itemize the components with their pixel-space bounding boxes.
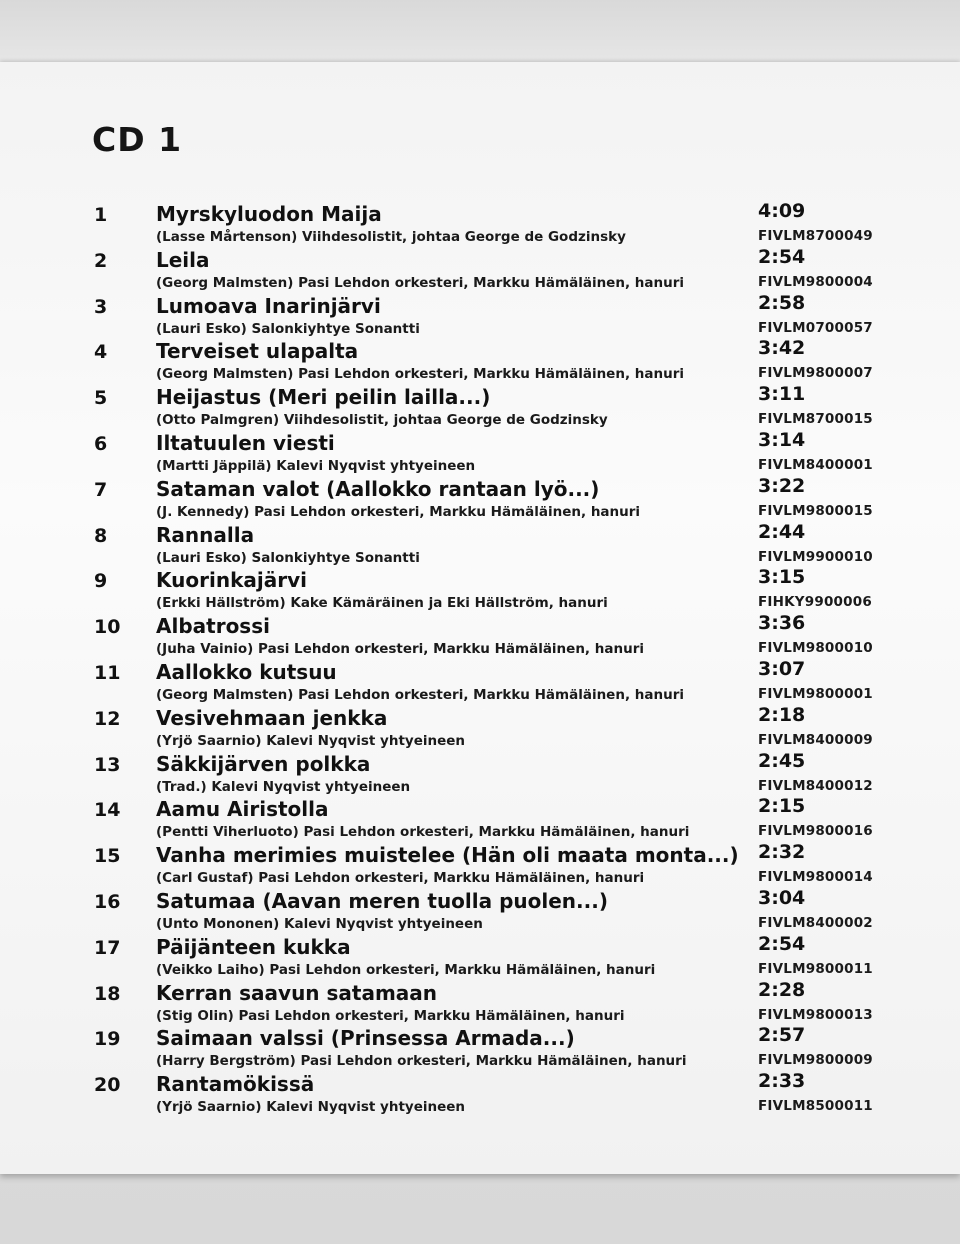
track-number: 18 <box>94 982 121 1005</box>
track-isrc: FIVLM9800007 <box>758 365 873 382</box>
track-title: Päijänteen kukka <box>156 934 351 959</box>
track-isrc: FIVLM9800001 <box>758 685 873 702</box>
track-row <box>0 979 960 1025</box>
track-duration: 3:22 <box>758 474 806 497</box>
track-title: Säkkijärven polkka <box>156 751 371 776</box>
track-credit: (Carl Gustaf) Pasi Lehdon orkesteri, Markku Hämäläinen, hanuri <box>156 870 645 887</box>
track-row <box>0 612 960 658</box>
track-isrc: FIVLM8700015 <box>758 411 873 428</box>
track-title: Leila <box>156 247 210 272</box>
track-row <box>0 337 960 383</box>
track-row <box>0 292 960 338</box>
track-title: Sataman valot (Aallokko rantaan lyö...) <box>156 476 600 501</box>
track-isrc: FIVLM8400002 <box>758 914 873 931</box>
track-duration: 2:45 <box>758 749 806 772</box>
track-isrc: FIVLM8700049 <box>758 228 873 244</box>
track-row <box>0 933 960 979</box>
track-row <box>0 704 960 750</box>
track-number: 3 <box>94 295 108 318</box>
track-title: Kerran saavun satamaan <box>156 980 438 1005</box>
track-number: 15 <box>94 845 121 868</box>
track-title: Iltatuulen viesti <box>156 430 335 455</box>
track-number: 14 <box>94 799 121 822</box>
track-isrc: FIVLM9800014 <box>758 869 873 886</box>
track-number: 19 <box>94 1028 121 1051</box>
track-duration: 2:57 <box>758 1024 806 1047</box>
track-list <box>0 200 960 1116</box>
track-credit: (Yrjö Saarnio) Kalevi Nyqvist yhtyeineen <box>156 732 466 749</box>
track-credit: (Erkki Hällström) Kake Kämäräinen ja Eki Hällström, hanuri <box>156 595 608 612</box>
track-number: 2 <box>94 249 108 272</box>
track-title: Rannalla <box>156 522 255 547</box>
track-duration: 3:42 <box>758 337 806 360</box>
track-row <box>0 750 960 796</box>
track-number: 7 <box>94 478 108 501</box>
track-number: 13 <box>94 753 121 776</box>
track-number: 1 <box>94 204 108 226</box>
track-duration: 3:36 <box>758 612 806 635</box>
track-title: Aamu Airistolla <box>156 797 329 822</box>
track-credit: (Lauri Esko) Salonkiyhtye Sonantti <box>156 320 420 337</box>
track-number: 17 <box>94 936 121 959</box>
track-title: Vanha merimies muistelee (Hän oli maata monta...) <box>156 843 739 868</box>
track-credit: (Pentti Viherluoto) Pasi Lehdon orkesteri, Markku Hämäläinen, hanuri <box>156 824 690 841</box>
track-title: Rantamökissä <box>156 1072 315 1097</box>
track-credit: (Martti Jäppilä) Kalevi Nyqvist yhtyeineen <box>156 457 476 474</box>
track-duration: 2:33 <box>758 1070 806 1093</box>
track-number: 16 <box>94 890 121 913</box>
track-row <box>0 795 960 841</box>
track-duration: 2:28 <box>758 978 806 1001</box>
track-duration: 3:14 <box>758 428 806 451</box>
track-title: Satumaa (Aavan meren tuolla puolen...) <box>156 888 608 913</box>
track-duration: 2:44 <box>758 520 806 543</box>
track-row <box>0 521 960 567</box>
track-isrc: FIVLM8400001 <box>758 456 873 473</box>
track-number: 6 <box>94 432 108 455</box>
track-duration: 2:32 <box>758 841 806 864</box>
track-title: Myrskyluodon Maija <box>156 202 382 226</box>
track-isrc: FIVLM9800004 <box>758 273 873 290</box>
track-duration: 2:15 <box>758 795 806 818</box>
track-isrc: FIVLM9800010 <box>758 640 873 657</box>
track-credit: (Lauri Esko) Salonkiyhtye Sonantti <box>156 549 420 566</box>
track-credit: (Stig Olin) Pasi Lehdon orkesteri, Markku Hämäläinen, hanuri <box>156 1007 625 1024</box>
track-duration: 3:11 <box>758 383 806 406</box>
track-credit: (Unto Mononen) Kalevi Nyqvist yhtyeineen <box>156 915 483 932</box>
track-credit: (Trad.) Kalevi Nyqvist yhtyeineen <box>156 778 411 795</box>
track-credit: (Otto Palmgren) Viihdesolistit, johtaa George de Godzinsky <box>156 412 608 429</box>
track-title: Saimaan valssi (Prinsessa Armada...) <box>156 1026 575 1051</box>
track-row <box>0 841 960 887</box>
track-number: 10 <box>94 616 121 639</box>
track-credit: (Juha Vainio) Pasi Lehdon orkesteri, Markku Hämäläinen, hanuri <box>156 641 644 658</box>
track-duration: 4:09 <box>758 200 806 222</box>
track-number: 4 <box>94 341 108 364</box>
track-credit: (Veikko Laiho) Pasi Lehdon orkesteri, Markku Hämäläinen, hanuri <box>156 961 656 978</box>
track-row <box>0 1070 960 1116</box>
disc-title: CD 1 <box>92 120 183 159</box>
track-duration: 3:07 <box>758 657 806 680</box>
track-credit: (Lasse Mårtenson) Viihdesolistit, johtaa George de Godzinsky <box>156 229 626 245</box>
track-row <box>0 887 960 933</box>
track-duration: 2:58 <box>758 291 806 314</box>
track-credit: (Harry Bergström) Pasi Lehdon orkesteri, Markku Hämäläinen, hanuri <box>156 1053 687 1070</box>
track-isrc: FIVLM8500011 <box>758 1098 873 1115</box>
track-number: 9 <box>94 570 108 593</box>
track-credit: (J. Kennedy) Pasi Lehdon orkesteri, Markku Hämäläinen, hanuri <box>156 503 641 520</box>
track-credit: (Georg Malmsten) Pasi Lehdon orkesteri, Markku Hämäläinen, hanuri <box>156 686 685 703</box>
track-title: Lumoava Inarinjärvi <box>156 293 381 318</box>
track-number: 8 <box>94 524 108 547</box>
track-credit: (Yrjö Saarnio) Kalevi Nyqvist yhtyeineen <box>156 1099 466 1116</box>
track-isrc: FIVLM8400009 <box>758 731 873 748</box>
track-isrc: FIVLM9800009 <box>758 1052 873 1069</box>
track-isrc: FIVLM9800011 <box>758 960 873 977</box>
track-duration: 2:54 <box>758 245 806 268</box>
track-number: 5 <box>94 387 108 410</box>
track-row <box>0 566 960 612</box>
track-title: Heijastus (Meri peilin lailla...) <box>156 385 491 410</box>
track-isrc: FIVLM0700057 <box>758 319 873 336</box>
track-row <box>0 383 960 429</box>
track-isrc: FIVLM8400012 <box>758 777 873 794</box>
track-row <box>0 200 960 246</box>
track-number: 12 <box>94 707 121 730</box>
track-isrc: FIVLM9800015 <box>758 502 873 519</box>
track-row <box>0 475 960 521</box>
track-title: Aallokko kutsuu <box>156 659 337 684</box>
track-title: Terveiset ulapalta <box>156 339 359 364</box>
track-row <box>0 658 960 704</box>
track-title: Kuorinkajärvi <box>156 568 307 593</box>
track-row <box>0 1024 960 1070</box>
track-isrc: FIVLM9800016 <box>758 823 873 840</box>
track-row <box>0 246 960 292</box>
track-duration: 3:15 <box>758 566 806 589</box>
track-duration: 3:04 <box>758 886 806 909</box>
track-title: Albatrossi <box>156 614 270 639</box>
track-isrc: FIVLM9800013 <box>758 1006 873 1023</box>
track-credit: (Georg Malmsten) Pasi Lehdon orkesteri, Markku Hämäläinen, hanuri <box>156 274 685 291</box>
track-number: 20 <box>94 1074 121 1097</box>
track-title: Vesivehmaan jenkka <box>156 705 388 730</box>
track-duration: 2:18 <box>758 703 806 726</box>
track-number: 11 <box>94 661 121 684</box>
track-row <box>0 429 960 475</box>
track-duration: 2:54 <box>758 932 806 955</box>
track-isrc: FIHKY9900006 <box>758 594 872 611</box>
booklet-page <box>0 62 960 1174</box>
track-isrc: FIVLM9900010 <box>758 548 873 565</box>
track-credit: (Georg Malmsten) Pasi Lehdon orkesteri, Markku Hämäläinen, hanuri <box>156 366 685 383</box>
